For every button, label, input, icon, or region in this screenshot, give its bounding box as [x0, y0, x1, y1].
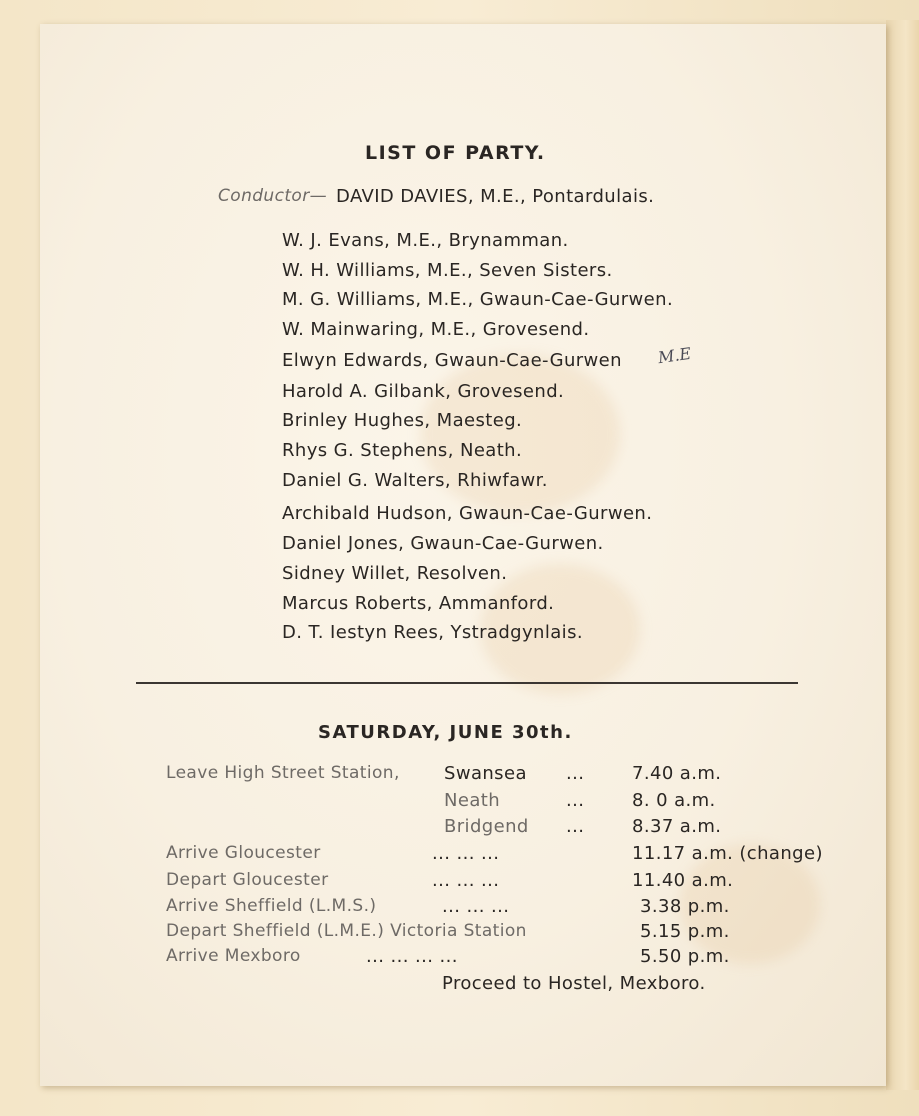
time-bridgend: 8.37 a.m. — [632, 816, 722, 837]
party-member: Sidney Willet, Resolven. — [282, 563, 508, 584]
party-member: Elwyn Edwards, Gwaun-Cae-Gurwen — [282, 350, 622, 371]
leader-dots: ... ... ... — [432, 843, 500, 864]
party-member: D. T. Iestyn Rees, Ystradgynlais. — [282, 622, 583, 643]
party-member: M. G. Williams, M.E., Gwaun-Cae-Gurwen. — [282, 289, 674, 310]
party-member: W. Mainwaring, M.E., Grovesend. — [282, 319, 590, 340]
time-swansea: 7.40 a.m. — [632, 763, 722, 784]
place-swansea: Swansea — [444, 763, 527, 784]
party-member: Daniel G. Walters, Rhiwfawr. — [282, 470, 548, 491]
arrive-mexboro-label: Arrive Mexboro — [166, 946, 301, 966]
arrive-gloucester-label: Arrive Gloucester — [166, 843, 321, 863]
party-member: W. H. Williams, M.E., Seven Sisters. — [282, 260, 613, 281]
leader-dots: ... ... ... — [442, 896, 510, 917]
place-bridgend: Bridgend — [444, 816, 529, 837]
list-title: LIST OF PARTY. — [365, 142, 546, 164]
arrive-mexboro-time: 5.50 p.m. — [640, 946, 730, 967]
final-instruction: Proceed to Hostel, Mexboro. — [442, 973, 706, 994]
time-neath: 8. 0 a.m. — [632, 790, 716, 811]
party-member: Daniel Jones, Gwaun-Cae-Gurwen. — [282, 533, 604, 554]
depart-sheffield-time: 5.15 p.m. — [640, 921, 730, 942]
leader-dots: ... — [566, 816, 585, 837]
arrive-sheffield-label: Arrive Sheffield (L.M.S.) — [166, 896, 377, 916]
party-member: Harold A. Gilbank, Grovesend. — [282, 381, 565, 402]
place-neath: Neath — [444, 790, 501, 811]
leave-station-label: Leave High Street Station, — [166, 763, 400, 783]
leader-dots: ... — [566, 763, 585, 784]
section-divider — [136, 682, 798, 684]
conductor-label: Conductor— — [218, 186, 328, 206]
leader-dots: ... — [566, 790, 585, 811]
leader-dots: ... ... ... — [432, 870, 500, 891]
leader-dots: ... ... ... ... — [366, 946, 458, 967]
depart-sheffield-label: Depart Sheffield (L.M.E.) Victoria Station — [166, 921, 527, 941]
conductor-name: DAVID DAVIES, M.E., Pontardulais. — [336, 186, 655, 207]
party-member: Marcus Roberts, Ammanford. — [282, 593, 555, 614]
party-member: Archibald Hudson, Gwaun-Cae-Gurwen. — [282, 503, 653, 524]
depart-gloucester-time: 11.40 a.m. — [632, 870, 734, 891]
next-page-edge — [886, 20, 919, 1090]
arrive-gloucester-time: 11.17 a.m. (change) — [632, 843, 823, 864]
handwritten-note: M.E — [656, 343, 693, 368]
day-heading: SATURDAY, JUNE 30th. — [318, 722, 573, 743]
party-member: Brinley Hughes, Maesteg. — [282, 410, 523, 431]
party-member: W. J. Evans, M.E., Brynamman. — [282, 230, 569, 251]
arrive-sheffield-time: 3.38 p.m. — [640, 896, 730, 917]
depart-gloucester-label: Depart Gloucester — [166, 870, 329, 890]
party-member: Rhys G. Stephens, Neath. — [282, 440, 523, 461]
